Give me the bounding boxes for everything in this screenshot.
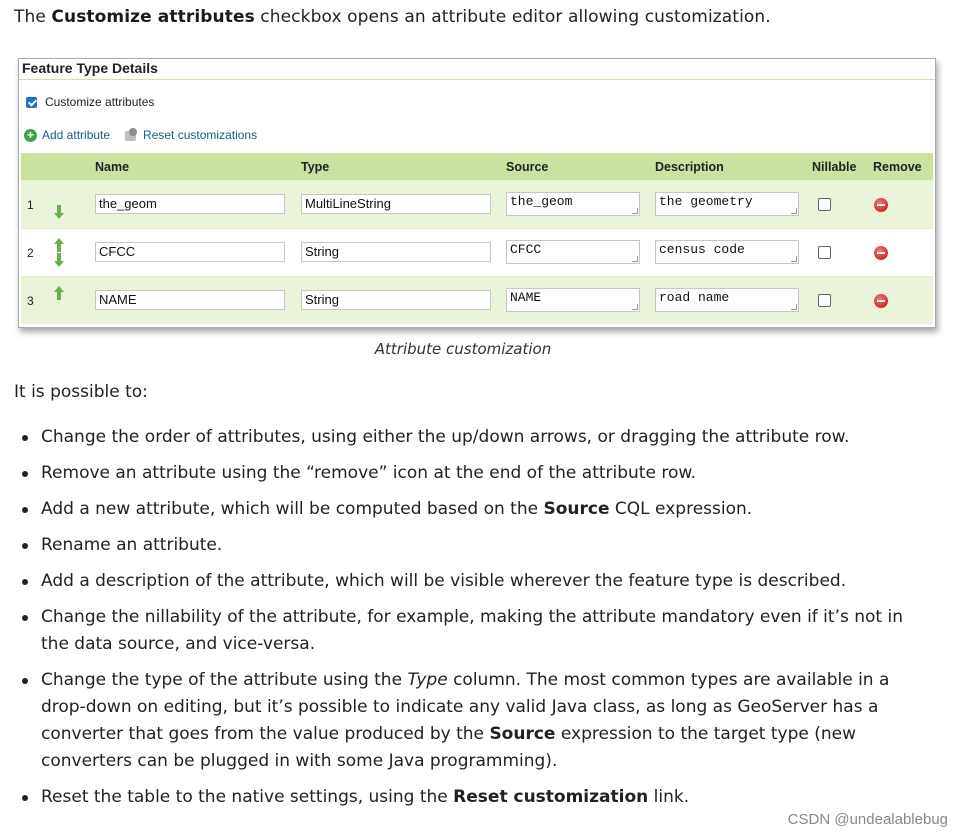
list-text: CQL expression. (609, 499, 753, 519)
reorder-arrows (51, 187, 67, 223)
list-item (14, 568, 914, 595)
list-text: Rename an attribute. (41, 535, 223, 555)
customize-attributes-label: Customize attributes (45, 95, 155, 109)
bold-term: Reset customization (453, 787, 649, 807)
attribute-name-field[interactable]: CFCC (95, 242, 285, 262)
list-item (14, 424, 914, 451)
list-text: link. (648, 787, 690, 807)
nillable-checkbox[interactable] (818, 294, 831, 307)
row-index: 3 (27, 294, 34, 308)
intro-text-end: checkbox opens an attribute editor allowing customization. (254, 7, 771, 27)
reset-icon[interactable] (124, 128, 138, 142)
list-item (14, 667, 914, 775)
column-header-description: Description (655, 159, 724, 174)
attribute-type-field[interactable]: String (301, 290, 491, 310)
list-text: Change the nillability of the attribute, for example, making the attribute mandatory even if it’s not in the data source, and vice-versa. (41, 607, 903, 654)
feature-type-details-panel (18, 58, 936, 328)
remove-icon[interactable] (874, 246, 888, 260)
add-icon[interactable]: + (24, 129, 37, 142)
nillable-checkbox-cell (818, 198, 831, 214)
reset-customizations-link[interactable]: Reset customizations (143, 128, 258, 142)
attribute-table (21, 153, 933, 324)
list-item (14, 604, 914, 658)
attribute-actions (24, 128, 257, 142)
attribute-description-field[interactable]: the geometry (655, 192, 799, 216)
feature-list (14, 424, 914, 820)
remove-icon[interactable] (874, 198, 888, 212)
customize-attributes-row (26, 95, 154, 109)
column-header-type: Type (301, 159, 330, 174)
list-text: expression to the target type (new converters can be plugged in with some Java programming). (41, 724, 856, 771)
list-text: Add a new attribute, which will be computed based on the (41, 499, 544, 519)
panel-title: Feature Type Details (22, 60, 158, 76)
attribute-source-field[interactable]: the_geom (506, 192, 640, 216)
figure-caption: Attribute customization (374, 340, 552, 358)
move-down-icon[interactable] (54, 253, 64, 267)
attribute-source-field[interactable]: CFCC (506, 240, 640, 264)
list-text: Reset the table to the native settings, using the (41, 787, 454, 807)
intro-text: The (14, 7, 52, 27)
column-header-source: Source (506, 159, 549, 174)
list-item (14, 532, 914, 559)
column-header-remove: Remove (873, 159, 922, 174)
remove-icon[interactable] (874, 294, 888, 308)
table-row (21, 180, 933, 228)
divider (19, 79, 935, 80)
column-header-nillable: Nillable (812, 159, 857, 174)
nillable-checkbox[interactable] (818, 198, 831, 211)
attribute-type-field[interactable]: String (301, 242, 491, 262)
list-text: Remove an attribute using the “remove” icon at the end of the attribute row. (41, 463, 697, 483)
attribute-source-field[interactable]: NAME (506, 288, 640, 312)
bold-term: Source (489, 724, 556, 744)
list-text: column. The most common types are available in a drop-down on editing, but it’s possible to indicate any valid Java class, as long as GeoServer has a converter that goes from the value produced by the (41, 670, 890, 744)
row-index: 2 (27, 246, 34, 260)
attribute-name-field[interactable]: NAME (95, 290, 285, 310)
table-row (21, 276, 933, 324)
table-row (21, 228, 933, 276)
move-up-icon[interactable] (54, 286, 64, 300)
list-item (14, 460, 914, 487)
watermark: CSDN @undealablebug (787, 811, 948, 828)
nillable-checkbox-cell (818, 246, 831, 262)
move-down-icon[interactable] (54, 205, 64, 219)
row-index: 1 (27, 198, 34, 212)
list-item (14, 496, 914, 523)
list-item (14, 784, 914, 811)
list-text: Change the type of the attribute using the (41, 670, 408, 690)
reorder-arrows (51, 235, 67, 271)
italic-term: Type (407, 670, 448, 690)
nillable-checkbox-cell (818, 294, 831, 310)
customize-attributes-checkbox[interactable] (26, 97, 37, 108)
possible-paragraph: It is possible to: (14, 382, 148, 402)
move-up-icon[interactable] (54, 238, 64, 252)
add-attribute-link[interactable]: Add attribute (42, 128, 111, 142)
attribute-name-field[interactable]: the_geom (95, 194, 285, 214)
intro-bold: Customize attributes (51, 7, 255, 27)
attribute-type-field[interactable]: MultiLineString (301, 194, 491, 214)
list-text: Change the order of attributes, using either the up/down arrows, or dragging the attribute row. (41, 427, 850, 447)
list-text: Add a description of the attribute, which will be visible wherever the feature type is described. (41, 571, 847, 591)
bold-term: Source (543, 499, 610, 519)
column-header-name: Name (95, 159, 130, 174)
table-header (21, 153, 933, 180)
nillable-checkbox[interactable] (818, 246, 831, 259)
attribute-description-field[interactable]: census code (655, 240, 799, 264)
reorder-arrows (51, 283, 67, 319)
intro-paragraph (14, 4, 771, 30)
attribute-description-field[interactable]: road name (655, 288, 799, 312)
